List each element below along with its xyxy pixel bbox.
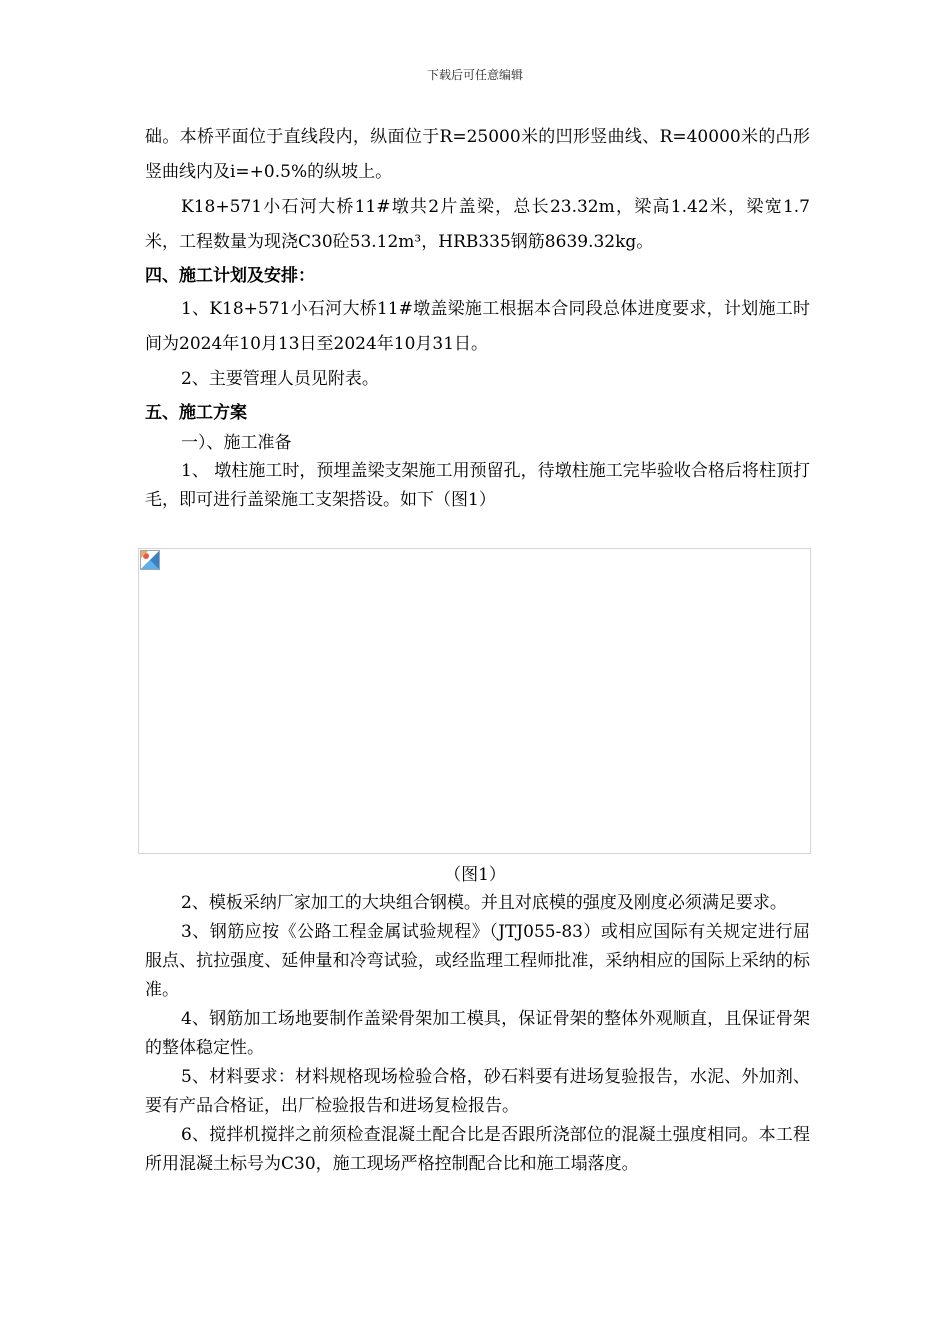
paragraph-item-2: 2、模板采纳厂家加工的大块组合钢模。并且对底模的强度及刚度必须满足要求。 <box>181 893 787 913</box>
paragraph-item-3: 3、钢筋应按《公路工程金属试验规程》（JTJ055-83）或相应国际有关规定进行屈服点、抗拉强度、延伸量和冷弯试验，或经监理工程师批准，采纳相应的国际上采纳的标准。 <box>145 922 810 1000</box>
section-heading-construction-scheme: 五、施工方案 <box>145 403 247 423</box>
paragraph-bridge-alignment: 础。本桥平面位于直线段内，纵面位于R=25000米的凹形竖曲线、R=40000米的凸形竖曲线内及i=+0.5%的纵坡上。 <box>145 127 810 182</box>
subheading-preparation: 一）、施工准备 <box>181 433 292 453</box>
paragraph-item-6: 6、搅拌机搅拌之前须检查混凝土配合比是否跟所浇部位的混凝土强度相同。本工程所用混凝土标号为C30，施工现场严格控制配合比和施工塌落度。 <box>145 1125 810 1174</box>
paragraph-personnel: 2、主要管理人员见附表。 <box>181 369 379 389</box>
figure-1-caption: （图1） <box>444 865 506 885</box>
paragraph-schedule: 1、K18+571小石河大桥11#墩盖梁施工根据本合同段总体进度要求，计划施工时间为2024年10月13日至2024年10月31日。 <box>145 299 810 354</box>
document-body-bottom <box>145 889 810 1179</box>
paragraph-item-4: 4、钢筋加工场地要制作盖梁骨架加工模具，保证骨架的整体外观顺直，且保证骨架的整体稳定性。 <box>145 1009 810 1058</box>
broken-image-icon <box>140 550 160 570</box>
document-body-top <box>145 120 810 515</box>
section-heading-construction-plan: 四、施工计划及安排： <box>145 266 315 286</box>
paragraph-item-1: 1、 墩柱施工时，预埋盖梁支架施工用预留孔，待墩柱施工完毕验收合格后将柱顶打毛，即可进行盖梁施工支架搭设。如下（图1） <box>145 461 810 510</box>
paragraph-cap-beam-quantities: K18+571小石河大桥11#墩共2片盖梁，总长23.32m，梁高1.42米，梁宽1.7米，工程数量为现浇C30砼53.12m³，HRB335钢筋8639.32kg。 <box>145 197 810 252</box>
paragraph-item-5: 5、材料要求：材料规格现场检验合格，砂石料要有进场复验报告，水泥、外加剂、要有产品合格证，出厂检验报告和进场复检报告。 <box>145 1067 810 1116</box>
page-header: 下载后可任意编辑 <box>426 68 523 82</box>
figure-1-placeholder <box>138 548 811 854</box>
